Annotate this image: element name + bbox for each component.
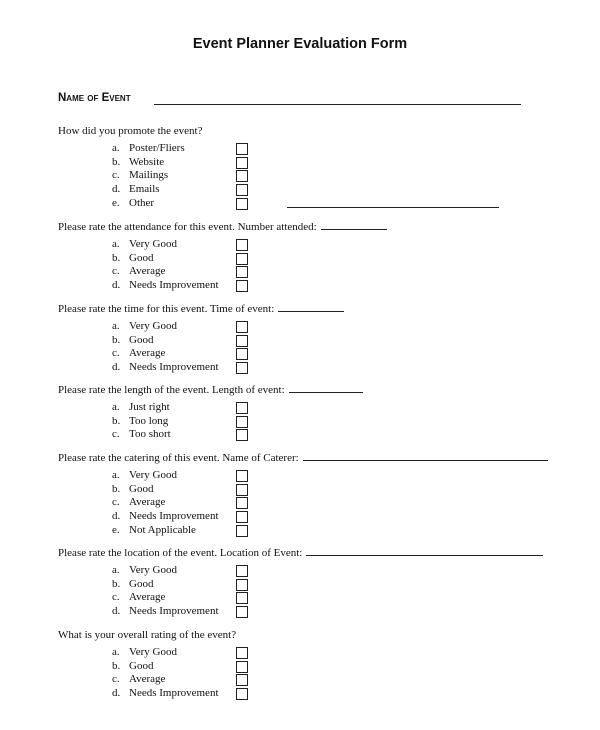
- option-label: Needs Improvement: [129, 687, 219, 700]
- option-label: Needs Improvement: [129, 510, 219, 523]
- option-letter: c.: [112, 347, 120, 360]
- option-checkbox[interactable]: [236, 266, 248, 278]
- option-letter: a.: [112, 142, 120, 154]
- option-letter: d.: [112, 687, 121, 700]
- option-row: [0, 197, 600, 211]
- option-label: Very Good: [129, 646, 177, 658]
- option-checkbox[interactable]: [236, 579, 248, 591]
- option-letter: b.: [112, 482, 121, 495]
- option-label: Emails: [129, 183, 160, 196]
- option-checkbox[interactable]: [236, 497, 248, 509]
- question-text: [58, 303, 344, 315]
- option-letter: a.: [112, 320, 120, 332]
- option-letter: d.: [112, 510, 121, 523]
- option-label: Good: [129, 577, 154, 590]
- question-text: [58, 629, 236, 641]
- option-row: [0, 564, 600, 578]
- option-row: [0, 687, 600, 701]
- option-label: Average: [129, 591, 166, 604]
- option-row: [0, 591, 600, 605]
- question-label: Please rate the location of the event. Location of Event:: [58, 547, 303, 559]
- option-checkbox[interactable]: [236, 661, 248, 673]
- option-letter: c.: [112, 265, 120, 278]
- option-row: [0, 510, 600, 524]
- option-letter: a.: [112, 401, 120, 413]
- option-row: [0, 646, 600, 660]
- option-row: [0, 469, 600, 483]
- question-label: How did you promote the event?: [58, 125, 203, 137]
- option-checkbox[interactable]: [236, 647, 248, 659]
- option-letter: d.: [112, 183, 121, 196]
- option-checkbox[interactable]: [236, 321, 248, 333]
- option-row: [0, 142, 600, 156]
- option-letter: c.: [112, 673, 120, 686]
- option-letter: b.: [112, 414, 121, 427]
- option-label: Poster/Fliers: [129, 142, 185, 154]
- option-letter: b.: [112, 577, 121, 590]
- option-label: Good: [129, 251, 154, 264]
- option-row: [0, 334, 600, 348]
- other-specify-field[interactable]: [287, 207, 499, 208]
- option-checkbox[interactable]: [236, 239, 248, 251]
- option-letter: e.: [112, 523, 120, 536]
- option-checkbox[interactable]: [236, 402, 248, 414]
- option-label: Very Good: [129, 320, 177, 332]
- option-row: [0, 428, 600, 442]
- option-label: Mailings: [129, 169, 169, 182]
- option-row: [0, 320, 600, 334]
- question-blank-field[interactable]: [278, 310, 344, 312]
- question-label: Please rate the attendance for this event. Number attended:: [58, 221, 317, 233]
- option-label: Needs Improvement: [129, 605, 219, 618]
- option-label: Good: [129, 482, 154, 495]
- question-label: Please rate the catering of this event. Name of Caterer:: [58, 452, 299, 464]
- option-checkbox[interactable]: [236, 674, 248, 686]
- question-blank-field[interactable]: [321, 228, 387, 230]
- option-label: Just right: [129, 401, 170, 413]
- question-blank-field[interactable]: [306, 554, 543, 556]
- option-checkbox[interactable]: [236, 348, 248, 360]
- option-label: Average: [129, 496, 166, 509]
- option-checkbox[interactable]: [236, 470, 248, 482]
- option-checkbox[interactable]: [236, 416, 248, 428]
- option-label: Website: [129, 155, 165, 168]
- option-label: Needs Improvement: [129, 361, 219, 374]
- name-of-event-label: Name of Event: [58, 92, 131, 104]
- option-label: Average: [129, 673, 166, 686]
- option-checkbox[interactable]: [236, 592, 248, 604]
- option-label: Needs Improvement: [129, 279, 219, 292]
- option-row: [0, 265, 600, 279]
- option-letter: b.: [112, 659, 121, 672]
- option-letter: a.: [112, 469, 120, 481]
- option-row: [0, 361, 600, 375]
- question-label: Please rate the time for this event. Time of event:: [58, 303, 275, 315]
- option-label: Not Applicable: [129, 523, 196, 536]
- option-letter: a.: [112, 646, 120, 658]
- option-row: [0, 483, 600, 497]
- option-label: Very Good: [129, 564, 177, 576]
- question-label: What is your overall rating of the event?: [58, 629, 237, 641]
- option-row: [0, 524, 600, 538]
- question-text: [58, 452, 548, 464]
- option-row: [0, 347, 600, 361]
- option-row: [0, 415, 600, 429]
- option-letter: d.: [112, 279, 121, 292]
- option-letter: a.: [112, 564, 120, 576]
- option-checkbox[interactable]: [236, 688, 248, 700]
- option-letter: e.: [112, 196, 120, 209]
- option-label: Too short: [129, 428, 171, 441]
- option-checkbox[interactable]: [236, 280, 248, 292]
- option-row: [0, 183, 600, 197]
- option-checkbox[interactable]: [236, 606, 248, 618]
- option-row: [0, 238, 600, 252]
- option-letter: d.: [112, 605, 121, 618]
- option-checkbox[interactable]: [236, 184, 248, 196]
- question-text: [58, 125, 203, 137]
- option-checkbox[interactable]: [236, 335, 248, 347]
- option-row: [0, 252, 600, 266]
- option-label: Average: [129, 347, 166, 360]
- option-checkbox[interactable]: [236, 198, 248, 210]
- option-letter: a.: [112, 238, 120, 250]
- option-letter: b.: [112, 155, 121, 168]
- option-letter: b.: [112, 251, 121, 264]
- option-label: Very Good: [129, 469, 177, 481]
- option-label: Too long: [129, 414, 169, 427]
- form-title: Event Planner Evaluation Form: [192, 36, 408, 52]
- option-row: [0, 660, 600, 674]
- option-row: [0, 496, 600, 510]
- question-blank-field[interactable]: [303, 459, 548, 461]
- question-text: [58, 384, 363, 396]
- option-checkbox[interactable]: [236, 484, 248, 496]
- option-letter: d.: [112, 361, 121, 374]
- option-row: [0, 279, 600, 293]
- option-label: Average: [129, 265, 166, 278]
- option-row: [0, 673, 600, 687]
- question-text: [58, 547, 543, 559]
- question-label: Please rate the length of the event. Length of event:: [58, 384, 285, 396]
- question-blank-field[interactable]: [289, 391, 363, 393]
- option-checkbox[interactable]: [236, 170, 248, 182]
- option-label: Good: [129, 659, 154, 672]
- name-of-event-field[interactable]: [154, 104, 521, 105]
- option-letter: c.: [112, 496, 120, 509]
- option-checkbox[interactable]: [236, 157, 248, 169]
- option-label: Very Good: [129, 238, 177, 250]
- option-label: Good: [129, 333, 154, 346]
- option-row: [0, 401, 600, 415]
- option-checkbox[interactable]: [236, 143, 248, 155]
- option-row: [0, 578, 600, 592]
- option-letter: b.: [112, 333, 121, 346]
- option-letter: c.: [112, 169, 120, 182]
- option-row: [0, 169, 600, 183]
- option-checkbox[interactable]: [236, 525, 248, 537]
- option-label: Other: [129, 196, 155, 209]
- option-checkbox[interactable]: [236, 565, 248, 577]
- option-letter: c.: [112, 591, 120, 604]
- option-checkbox[interactable]: [236, 253, 248, 265]
- option-letter: c.: [112, 428, 120, 441]
- option-row: [0, 605, 600, 619]
- option-checkbox[interactable]: [236, 429, 248, 441]
- option-checkbox[interactable]: [236, 511, 248, 523]
- option-checkbox[interactable]: [236, 362, 248, 374]
- question-text: [58, 221, 387, 233]
- option-row: [0, 156, 600, 170]
